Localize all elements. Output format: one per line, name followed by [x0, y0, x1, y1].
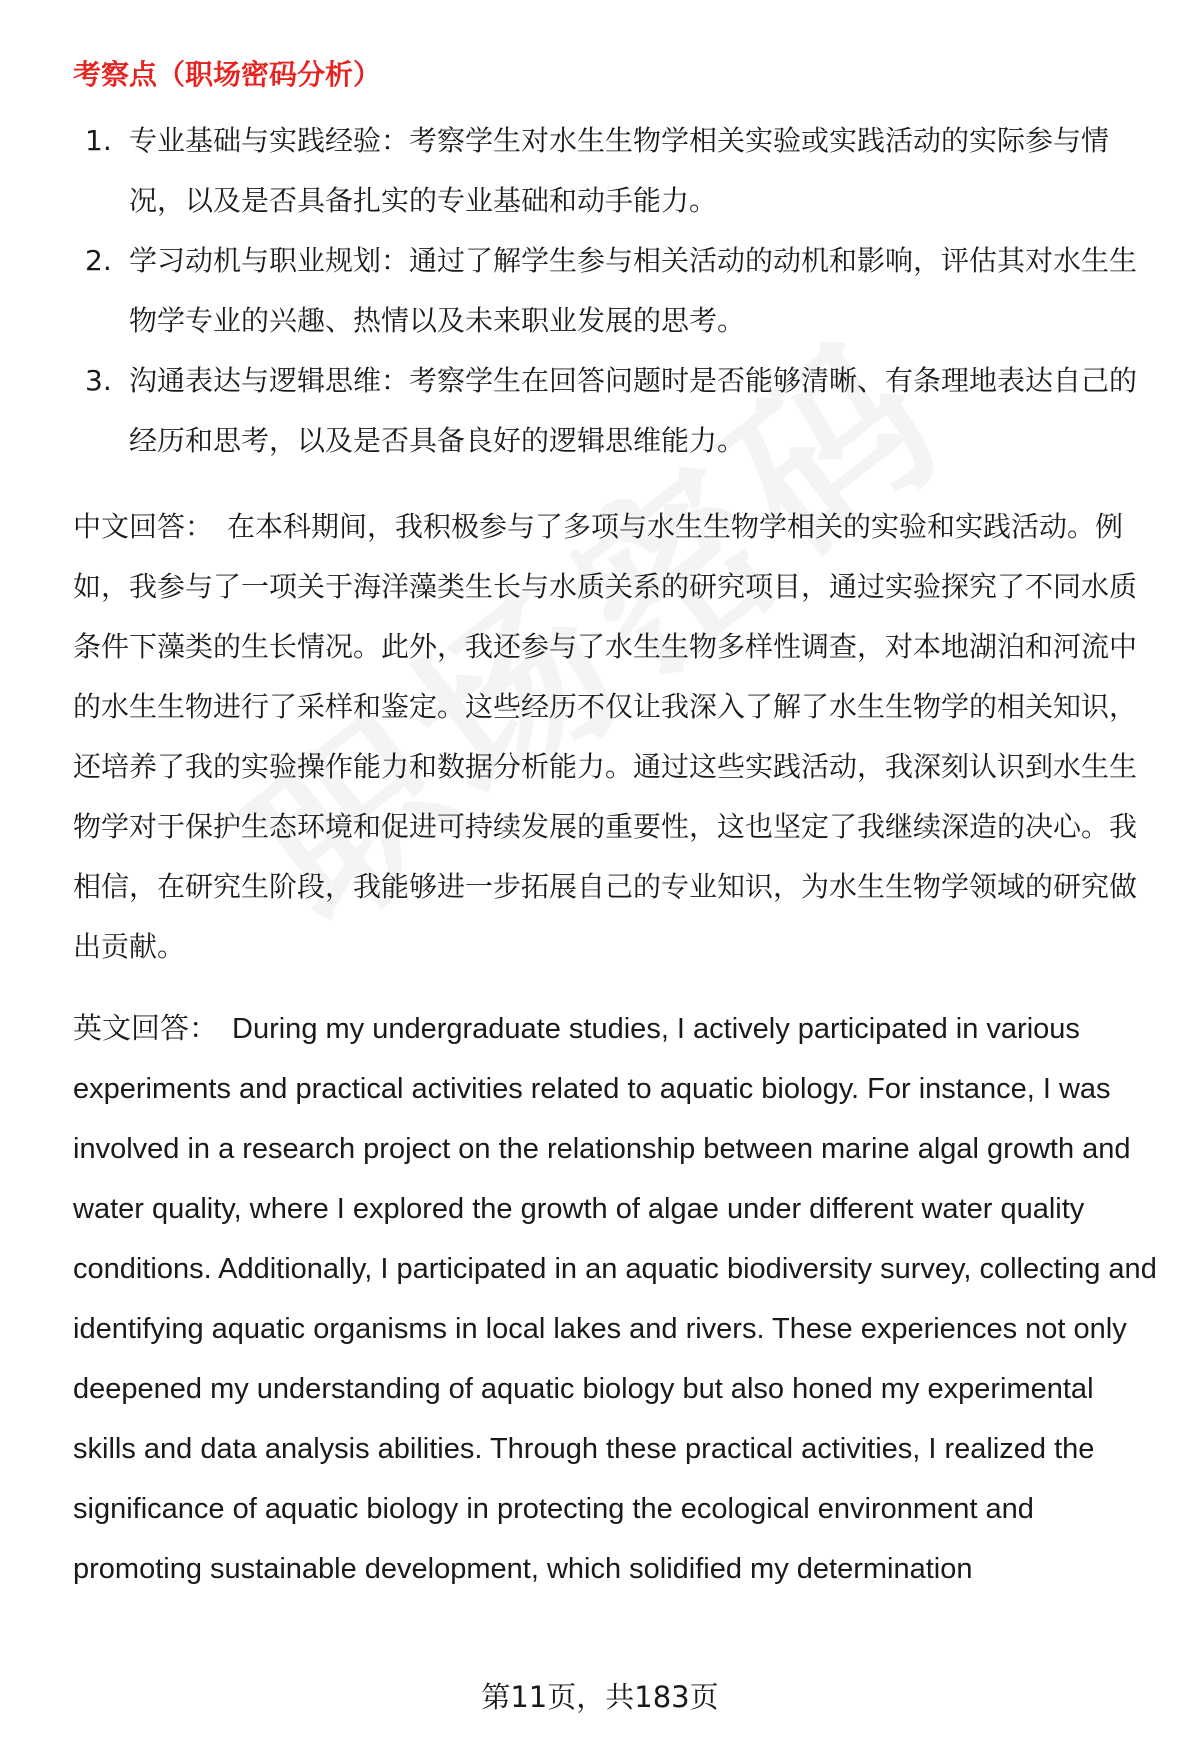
section-title: 考察点（职场密码分析）	[73, 58, 382, 91]
list-item-text: 专业基础与实践经验：考察学生对水生生物学相关实验或实践活动的实际参与情况，以及是否具备扎实的专业基础和动手能力。	[129, 124, 1110, 217]
list-item	[73, 111, 1163, 231]
list-number: 1.	[85, 124, 112, 157]
assessment-points-list	[73, 111, 1163, 471]
english-answer-text: During my undergraduate studies, I actively participated in various experiments and practical activities related to aquatic biology. For instance, I was involved in a research project on the relationship between marine algal growth and water quality, where I explored the growth of algae under different water quality conditions. Additionally, I participated in an aquatic biodiversity survey, collecting and identifying aquatic organisms in local lakes and rivers. These experiences not only deepened my understanding of aquatic biology but also honed my experimental skills and data analysis abilities. Through these practical activities, I realized the significance of aquatic biology in protecting the ecological environment and promoting sustainable development, which solidified my determination	[73, 1013, 1157, 1585]
list-number: 2.	[85, 244, 112, 277]
content-area	[73, 55, 1163, 1621]
english-answer	[73, 999, 1163, 1599]
list-number: 3.	[85, 364, 112, 397]
page-number-footer: 第11页，共183页	[0, 1672, 1200, 1722]
list-item	[73, 231, 1163, 351]
list-item	[73, 351, 1163, 471]
chinese-answer-text: 在本科期间，我积极参与了多项与水生生物学相关的实验和实践活动。例如，我参与了一项关于海洋藻类生长与水质关系的研究项目，通过实验探究了不同水质条件下藻类的生长情况。此外，我还参与了水生生物多样性调查，对本地湖泊和河流中的水生生物进行了采样和鉴定。这些经历不仅让我深入了解了水生生物学的相关知识，还培养了我的实验操作能力和数据分析能力。通过这些实践活动，我深刻认识到水生生物学对于保护生态环境和促进可持续发展的重要性，这也坚定了我继续深造的决心。我相信，在研究生阶段，我能够进一步拓展自己的专业知识，为水生生物学领域的研究做出贡献。	[73, 510, 1138, 963]
chinese-answer	[73, 497, 1163, 977]
list-item-text: 沟通表达与逻辑思维：考察学生在回答问题时是否能够清晰、有条理地表达自己的经历和思考，以及是否具备良好的逻辑思维能力。	[129, 364, 1138, 457]
chinese-answer-label: 中文回答：	[73, 510, 214, 543]
list-item-text: 学习动机与职业规划：通过了解学生参与相关活动的动机和影响，评估其对水生生物学专业的兴趣、热情以及未来职业发展的思考。	[129, 244, 1138, 337]
english-answer-label: 英文回答：	[73, 1013, 219, 1045]
